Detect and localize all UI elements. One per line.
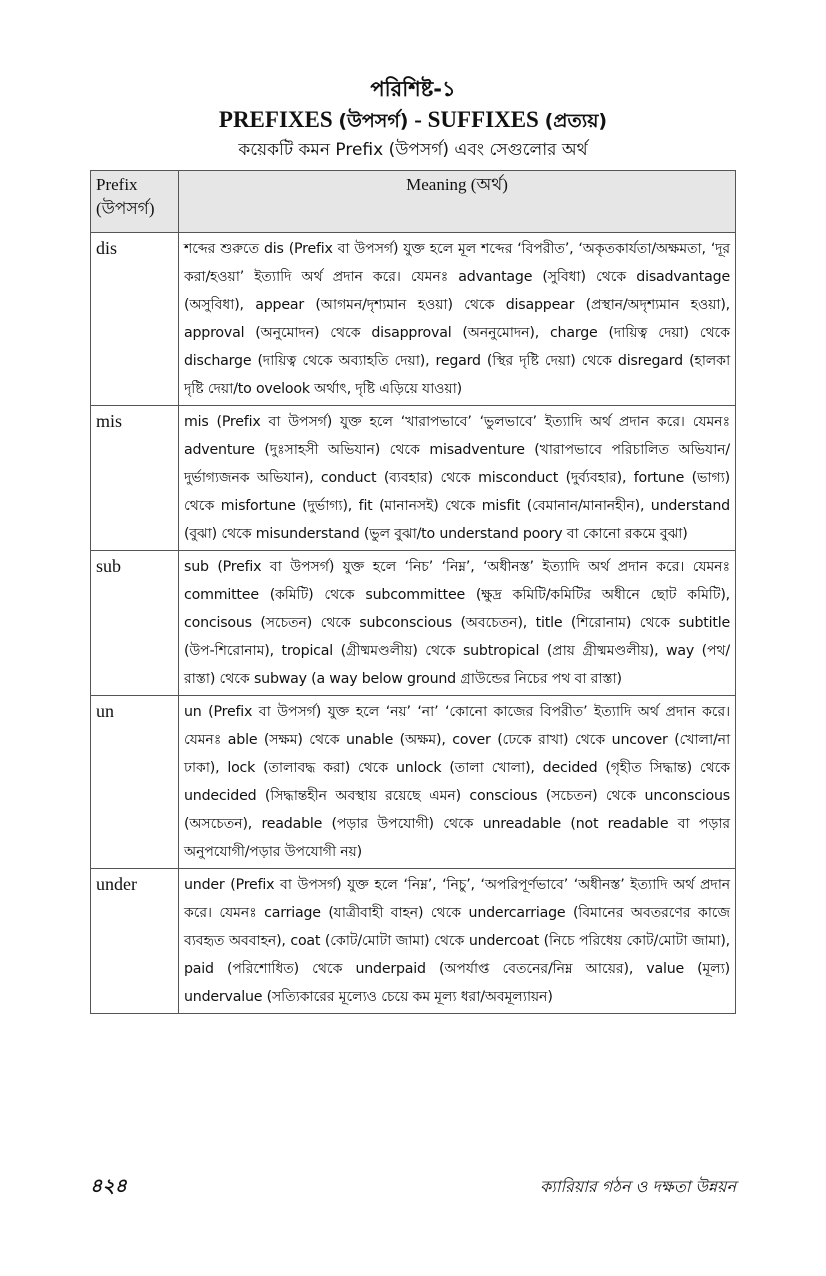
prefix-cell-dis: dis xyxy=(91,233,179,406)
column-header-prefix: Prefix (উপসর্গ) xyxy=(91,171,179,233)
prefix-cell-under: under xyxy=(91,869,179,1014)
table-row xyxy=(91,406,736,551)
meaning-cell-sub: sub (Prefix বা উপসর্গ) যুক্ত হলে ‘নিচ’ ‘নিম্ন’, ‘অধীনস্ত’ ইত্যাদি অর্থ প্রদান করে। যেমনঃ committee (কমিটি) থেকে subcommittee (ক্ষুদ্র কমিটি/কমিটির অধীনে ছোট কমিটি), concisous (সচেতন) থেকে subconscious (অবচেতন), title (শিরোনাম) থেকে subtitle (উপ-শিরোনাম), tropical (গ্রীষ্মমণ্ডলীয়) থেকে subtropical (প্রায় গ্রীষ্মমণ্ডলীয়), way (পথ/রাস্তা) থেকে subway (a way below ground গ্রাউন্ডের নিচের পথ বা রাস্তা) xyxy=(179,551,736,696)
meaning-cell-dis: শব্দের শুরুতে dis (Prefix বা উপসর্গ) যুক্ত হলে মূল শব্দের ‘বিপরীত’, ‘অকৃতকার্যতা/অক্ষমতা, ‘দূর করা/হওয়া’ ইত্যাদি অর্থ প্রদান করে। যেমনঃ advantage (সুবিধা) থেকে disadvantage (অসুবিধা), appear (আগমন/দৃশ্যমান হওয়া) থেকে disappear (প্রস্থান/অদৃশ্যমান হওয়া), approval (অনুমোদন) থেকে disapproval (অননুমোদন), charge (দায়িত্ব দেয়া) থেকে discharge (দায়িত্ব থেকে অব্যাহতি দেয়া), regard (স্থির দৃষ্টি দেয়া) থেকে disregard (হালকা দৃষ্টি দেয়া/to ovelook অর্থাৎ, দৃষ্টি এড়িয়ে যাওয়া) xyxy=(179,233,736,406)
meaning-cell-un: un (Prefix বা উপসর্গ) যুক্ত হলে ‘নয়’ ‘না’ ‘কোনো কাজের বিপরীত’ ইত্যাদি অর্থ প্রদান করে। যেমনঃ able (সক্ষম) থেকে unable (অক্ষম), cover (ঢেকে রাখা) থেকে uncover (খোলা/না ঢাকা), lock (তালাবদ্ধ করা) থেকে unlock (তালা খোলা), decided (গৃহীত সিদ্ধান্ত) থেকে undecided (সিদ্ধান্তহীন অবস্থায় রয়েছে এমন) conscious (সচেতন) থেকে unconscious (অসচেতন), readable (পড়ার উপযোগী) থেকে unreadable (not readable বা পড়ার অনুপযোগী/পড়ার উপযোগী নয়) xyxy=(179,696,736,869)
page-header xyxy=(0,74,826,163)
title-prefixes: PREFIXES xyxy=(218,107,333,132)
page-number: ৪২৪ xyxy=(90,1175,128,1197)
prefix-cell-mis: mis xyxy=(91,406,179,551)
prefix-cell-sub: sub xyxy=(91,551,179,696)
prefix-cell-un: un xyxy=(91,696,179,869)
book-title: ক্যারিয়ার গঠন ও দক্ষতা উন্নয়ন xyxy=(539,1177,736,1196)
page-title xyxy=(0,104,826,137)
column-header-meaning: Meaning (অর্থ) xyxy=(179,171,736,233)
title-separator: - xyxy=(408,107,428,132)
meaning-cell-under: under (Prefix বা উপসর্গ) যুক্ত হলে ‘নিম্ন’, ‘নিচু’, ‘অপরিপূর্ণভাবে’ ‘অধীনস্ত’ ইত্যাদি অর্থ প্রদান করে। যেমনঃ carriage (যাত্রীবাহী বাহন) থেকে undercarriage (বিমানের অবতরণের কাজে ব্যবহৃত অববাহন), coat (কোট/মোটা জামা) থেকে undercoat (নিচে পরিধেয় কোট/মোটা জামা), paid (পরিশোধিত) থেকে underpaid (অপর্যাপ্ত বেতনের/নিম্ন আয়ের), value (মূল্য) undervalue (সত্যিকারের মূল্যেও চেয়ে কম মূল্য ধরা/অবমূল্যায়ন) xyxy=(179,869,736,1014)
appendix-label: পরিশিষ্ট-১ xyxy=(370,77,456,101)
page-footer xyxy=(90,1172,736,1202)
page-subtitle: কয়েকটি কমন Prefix (উপসর্গ) এবং সেগুলোর অর্থ xyxy=(238,140,588,160)
title-suffixes: SUFFIXES xyxy=(427,107,539,132)
table-header-row xyxy=(91,171,736,233)
title-prefixes-bn: (উপসর্গ) xyxy=(338,110,409,132)
table-row xyxy=(91,551,736,696)
title-suffixes-bn: (প্রত্যয়) xyxy=(544,110,608,132)
table-row xyxy=(91,869,736,1014)
meaning-cell-mis: mis (Prefix বা উপসর্গ) যুক্ত হলে ‘খারাপভাবে’ ‘ভুলভাবে’ ইত্যাদি অর্থ প্রদান করে। যেমনঃ adventure (দুঃসাহসী অভিযান) থেকে misadventure (খারাপভাবে পরিচালিত অভিযান/দুর্ভাগ্যজনক অভিযান), conduct (ব্যবহার) থেকে misconduct (দুর্ব্যবহার), fortune (ভাগ্য) থেকে misfortune (দুর্ভাগ্য), fit (মানানসই) থেকে misfit (বেমানান/মানানহীন), understand (বুঝা) থেকে misunderstand (ভুল বুঝা/to understand poory বা কোনো রকমে বুঝা) xyxy=(179,406,736,551)
prefix-table xyxy=(90,170,736,1014)
table-row xyxy=(91,233,736,406)
table-row xyxy=(91,696,736,869)
